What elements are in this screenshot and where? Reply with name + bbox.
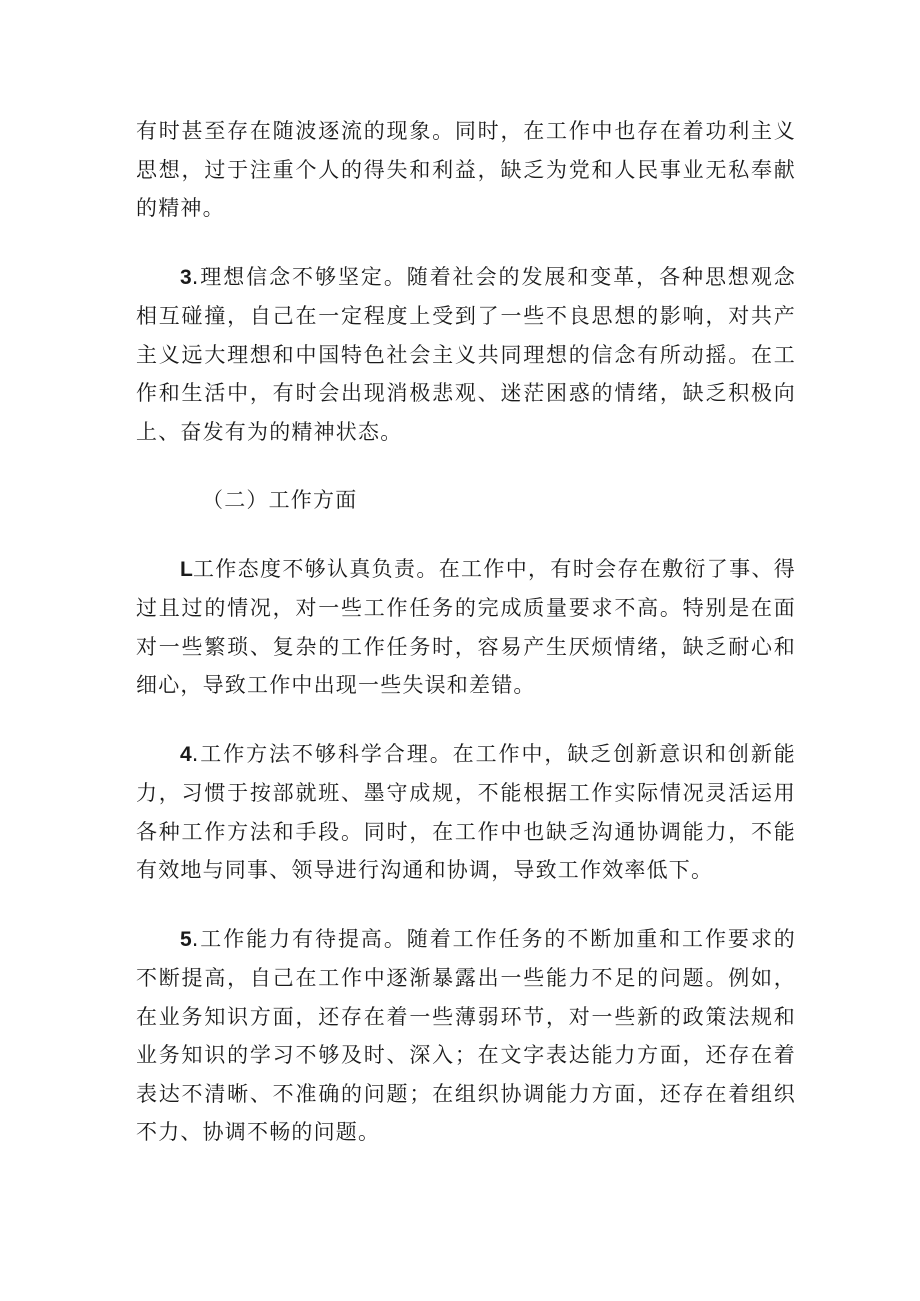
paragraph-continuation — [136, 112, 796, 228]
section-heading — [136, 481, 796, 520]
paragraph-item-l — [136, 550, 796, 705]
paragraph-text: .理想信念不够坚定。随着社会的发展和变革，各种思想观念相互碰撞，自己在一定程度上受到了一些不良思想的影响，对共产主义远大理想和中国特色社会主义共同理想的信念有所动摇。在工作和生活中，有时会出现消极悲观、迷茫困惑的情绪，缺乏积极向上、奋发有为的精神状态。 — [136, 264, 796, 444]
item-number: L — [180, 557, 193, 581]
paragraph-item-5 — [136, 920, 796, 1152]
paragraph-text: 有时甚至存在随波逐流的现象。同时，在工作中也存在着功利主义思想，过于注重个人的得失和利益，缺乏为党和人民事业无私奉献的精神。 — [136, 119, 796, 220]
item-number: 3 — [180, 265, 192, 289]
paragraph-text: 工作态度不够认真负责。在工作中，有时会存在敷衍了事、得过且过的情况，对一些工作任务的完成质量要求不高。特别是在面对一些繁琐、复杂的工作任务时，容易产生厌烦情绪，缺乏耐心和细心，导致工作中出现一些失误和差错。 — [136, 556, 796, 697]
paragraph-item-4 — [136, 735, 796, 890]
paragraph-text: .工作能力有待提高。随着工作任务的不断加重和工作要求的不断提高，自己在工作中逐渐暴露出一些能力不足的问题。例如，在业务知识方面，还存在着一些薄弱环节，对一些新的政策法规和业务知识的学习不够及时、深入；在文字表达能力方面，还存在着表达不清晰、不准确的问题；在组织协调能力方面，还存在着组织不力、协调不畅的问题。 — [136, 926, 796, 1144]
document-body — [136, 112, 796, 1182]
paragraph-item-3 — [136, 258, 796, 452]
item-number: 4 — [180, 742, 192, 766]
item-number: 5 — [180, 927, 192, 951]
paragraph-text: .工作方法不够科学合理。在工作中，缺乏创新意识和创新能力，习惯于按部就班、墨守成规，不能根据工作实际情况灵活运用各种工作方法和手段。同时，在工作中也缺乏沟通协调能力，不能有效地与同事、领导进行沟通和协调，导致工作效率低下。 — [136, 741, 796, 882]
section-heading-text: （二）工作方面 — [202, 488, 358, 512]
